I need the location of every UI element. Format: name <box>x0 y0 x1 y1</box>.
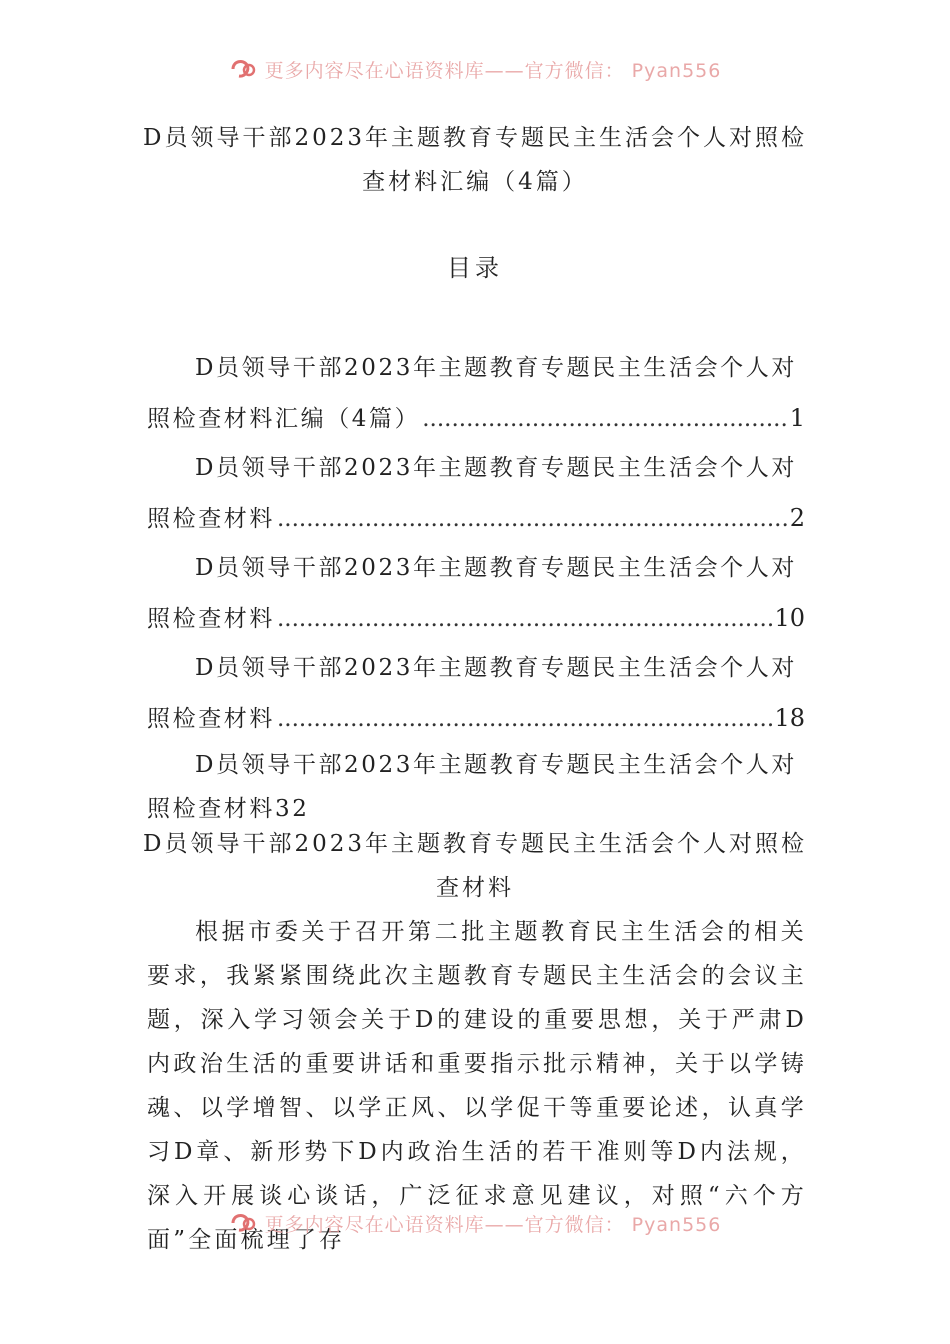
toc-entry-title: D员领导干部2023年主题教育专题民主生活会个人对 <box>195 555 797 581</box>
toc-entry[interactable] <box>147 543 805 643</box>
toc-entry[interactable] <box>147 643 805 743</box>
toc-entry-title-cont: 照检查材料汇编（4篇） <box>147 406 421 432</box>
toc-entry[interactable] <box>147 343 805 443</box>
toc-entry[interactable] <box>147 443 805 543</box>
toc-entry-title-cont: 照检查材料32 <box>147 796 310 822</box>
toc-entry-title: D员领导干部2023年主题教育专题民主生活会个人对 <box>195 455 797 481</box>
watermark-footer <box>0 1210 950 1236</box>
toc-page-number: 10 <box>774 604 805 632</box>
toc-leader-dots <box>277 494 788 544</box>
toc-leader-dots <box>277 594 772 644</box>
toc-heading: 目录 <box>447 254 503 282</box>
toc-page-number: 2 <box>789 504 805 532</box>
brand-logo-icon <box>229 57 259 81</box>
toc-page-number: 18 <box>774 704 805 732</box>
watermark-text: 更多内容尽在心语资料库——官方微信： Pyan556 <box>264 1213 722 1236</box>
watermark-text: 更多内容尽在心语资料库——官方微信： Pyan556 <box>264 59 722 82</box>
toc-entry-title: D员领导干部2023年主题教育专题民主生活会个人对 <box>195 752 797 778</box>
toc-entry[interactable] <box>147 743 805 831</box>
section-title: D员领导干部2023年主题教育专题民主生活会个人对照检查材料 <box>143 831 807 901</box>
table-of-contents <box>147 343 805 831</box>
brand-logo-icon <box>229 1211 259 1235</box>
document-title: D员领导干部2023年主题教育专题民主生活会个人对照检查材料汇编（4篇） <box>143 125 807 195</box>
toc-entry-title-cont: 照检查材料 <box>147 606 275 632</box>
watermark-header <box>0 56 950 82</box>
toc-entry-title: D员领导干部2023年主题教育专题民主生活会个人对 <box>195 655 797 681</box>
toc-entry-title-cont: 照检查材料 <box>147 706 275 732</box>
toc-leader-dots <box>422 394 787 444</box>
toc-entry-title-cont: 照检查材料 <box>147 506 275 532</box>
toc-entry-title: D员领导干部2023年主题教育专题民主生活会个人对 <box>195 355 797 381</box>
body-paragraph: 根据市委关于召开第二批主题教育民主生活会的相关要求，我紧紧围绕此次主题教育专题民主生活会的会议主题，深入学习领会关于D的建设的重要思想，关于严肃D内政治生活的重要讲话和重要指示批示精神，关于以学铸魂、以学增智、以学正风、以学促干等重要论述，认真学习D章、新形势下D内政治生活的若干准则等D内法规，深入开展谈心谈话，广泛征求意见建议，对照“六个方面”全面梳理了存 <box>147 919 807 1253</box>
toc-page-number: 1 <box>789 404 805 432</box>
toc-leader-dots <box>277 694 772 744</box>
